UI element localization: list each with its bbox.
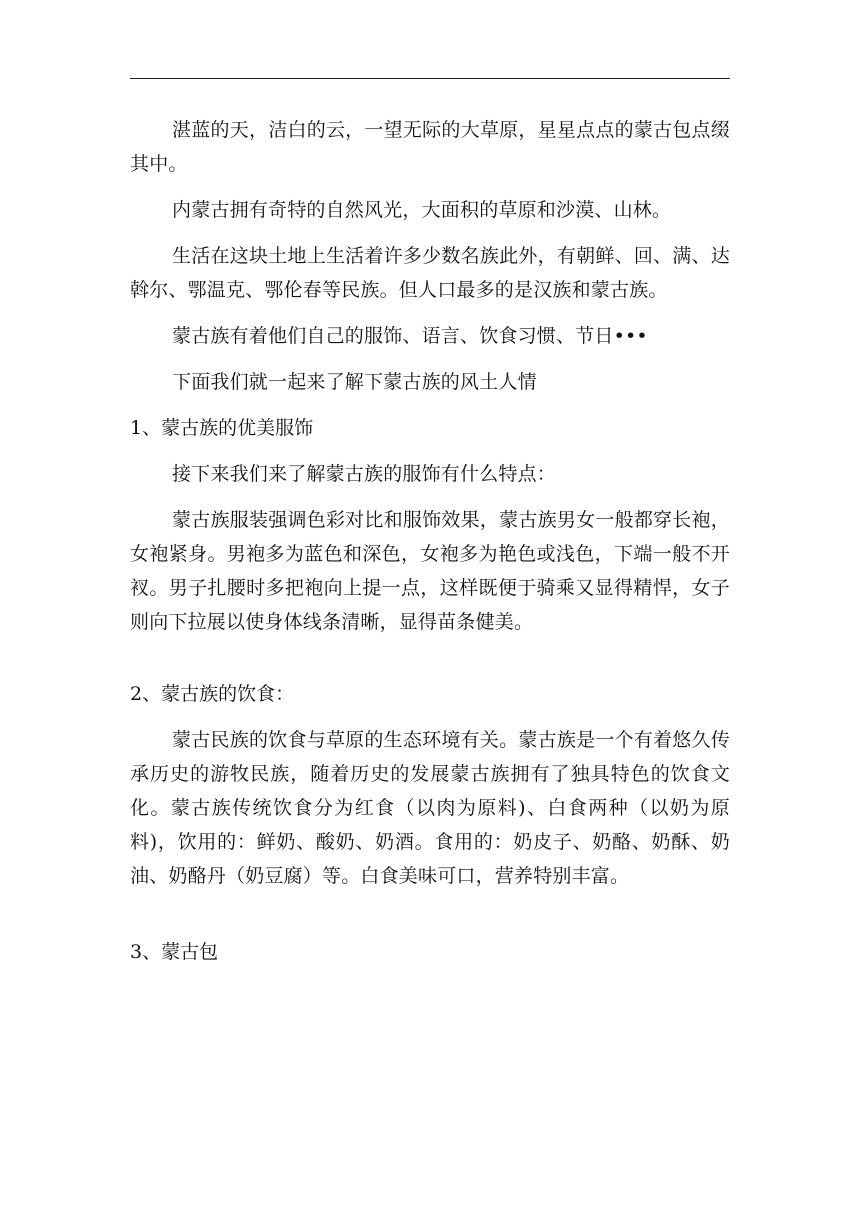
intro-paragraph-3: 生活在这块土地上生活着许多少数名族此外，有朝鲜、回、满、达斡尔、鄂温克、鄂伦春等民族。但人口最多的是汉族和蒙古族。: [130, 245, 730, 301]
header-rule: [130, 78, 730, 79]
intro-paragraph-5: 下面我们就一起来了解下蒙古族的风土人情: [172, 371, 537, 393]
document-body: [130, 113, 730, 981]
section-heading-clothing: 1、蒙古族的优美服饰: [130, 417, 314, 439]
section-heading-diet: 2、蒙古族的饮食：: [130, 683, 295, 705]
intro-paragraph-1: 湛蓝的天，洁白的云，一望无际的大草原，星星点点的蒙古包点缀其中。: [130, 119, 730, 175]
intro-paragraph-4: 蒙古族有着他们自己的服饰、语言、饮食习惯、节日•••: [172, 325, 648, 347]
diet-body: 蒙古民族的饮食与草原的生态环境有关。蒙古族是一个有着悠久传承历史的游牧民族，随着历史的发展蒙古族拥有了独具特色的饮食文化。蒙古族传统饮食分为红食（以肉为原料)、白食两种（以奶为原料)，饮用的：鲜奶、酸奶、奶酒。食用的：奶皮子、奶酪、奶酥、奶油、奶酪丹（奶豆腐）等。白食美味可口，营养特别丰富。: [130, 729, 730, 887]
intro-paragraph-2: 内蒙古拥有奇特的自然风光，大面积的草原和沙漠、山林。: [172, 199, 672, 221]
clothing-intro: 接下来我们来了解蒙古族的服饰有什么特点：: [172, 463, 557, 485]
clothing-body: 蒙古族服装强调色彩对比和服饰效果，蒙古族男女一般都穿长袍，女袍紧身。男袍多为蓝色和深色，女袍多为艳色或浅色，下端一般不开衩。男子扎腰时多把袍向上提一点，这样既便于骑乘又显得精悍，女子则向下拉展以使身体线条清晰，显得苗条健美。: [130, 509, 730, 633]
section-heading-yurt: 3、蒙古包: [130, 941, 219, 963]
